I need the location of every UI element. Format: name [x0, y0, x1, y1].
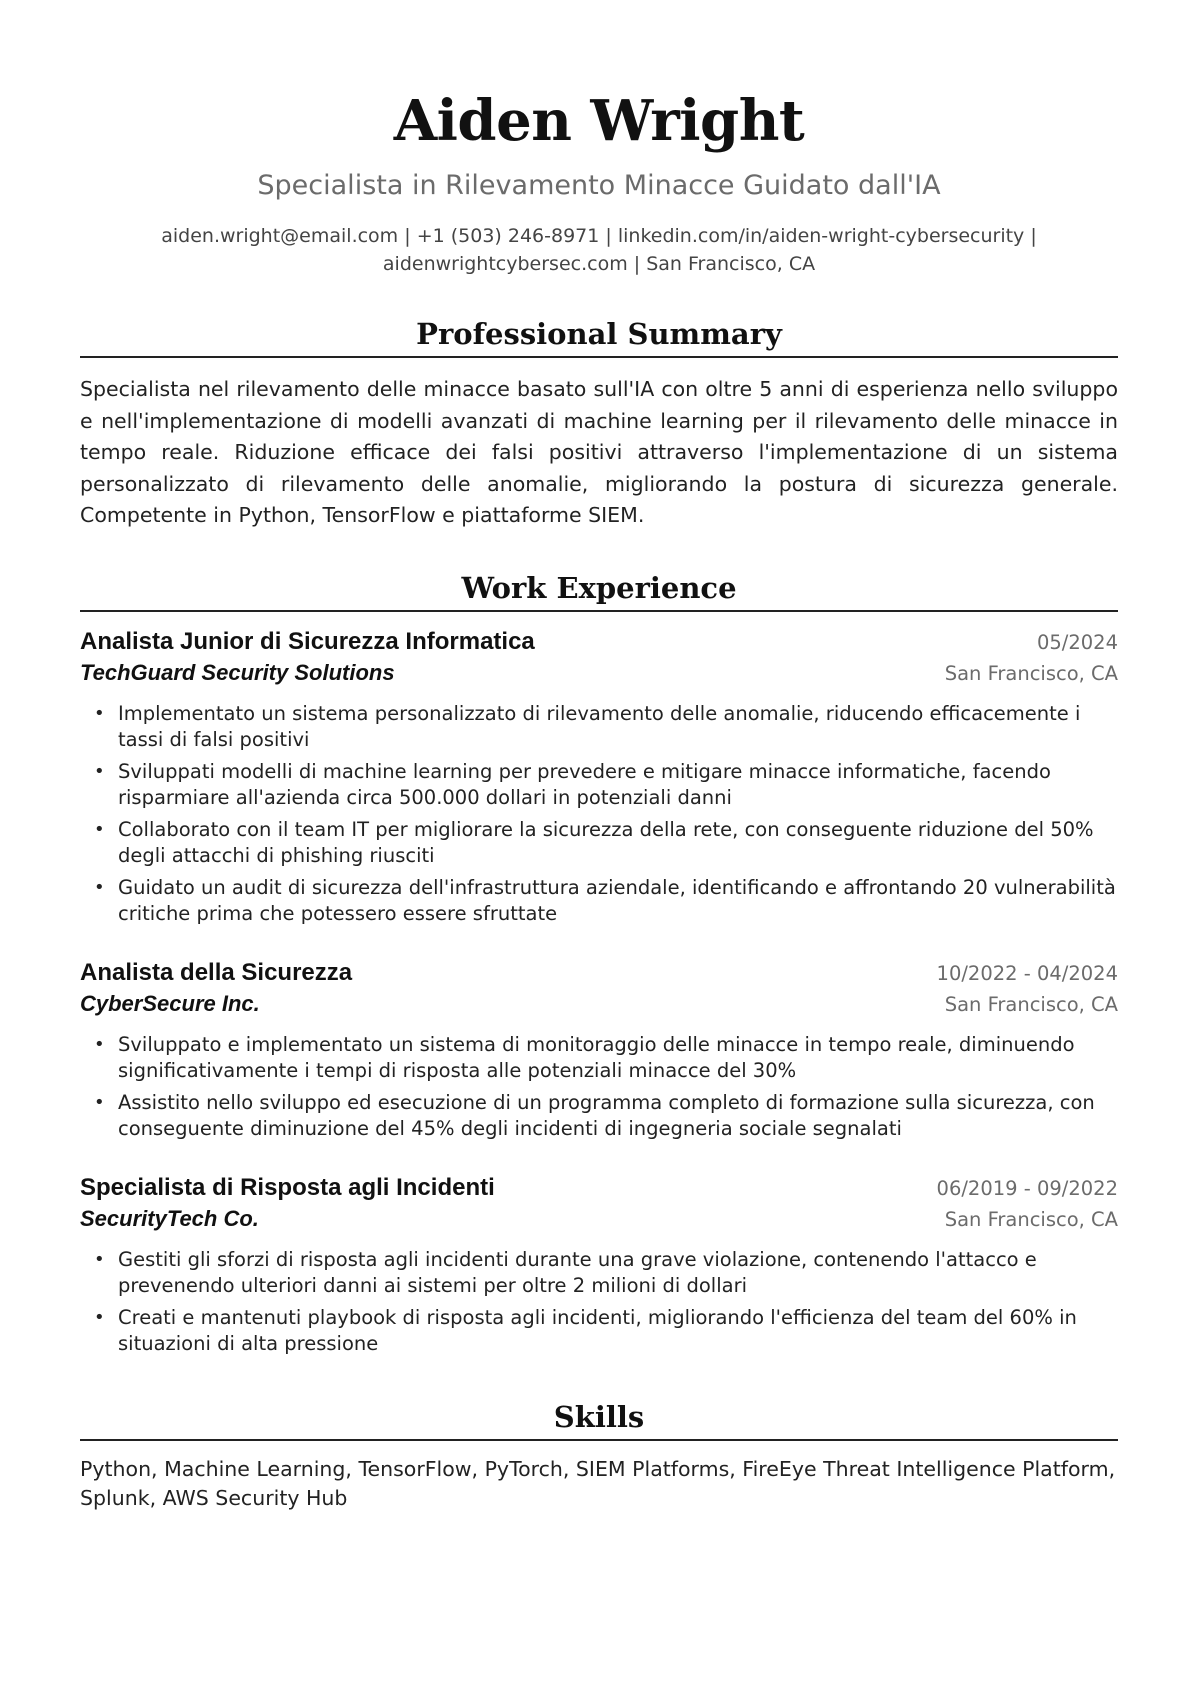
list-item: • Assistito nello sviluppo ed esecuzione di un programma completo di formazione sulla sicurezza, con conseguente diminuzione del 45% degli incidenti di ingegneria sociale segnalati: [94, 1090, 1095, 1140]
job-dates: 05/2024: [1036, 630, 1118, 654]
contact-info: [80, 222, 1118, 278]
contact-line-1: [80, 222, 1118, 250]
job-company: CyberSecure Inc.: [80, 990, 260, 1016]
separator: |: [605, 225, 618, 247]
bullet-icon: •: [94, 702, 105, 724]
job-title: Specialista di Risposta agli Incidenti: [80, 1173, 495, 1201]
job-location: San Francisco, CA: [944, 661, 1118, 685]
job-bullets: [80, 1247, 1118, 1357]
phone-number: +1 (503) 246-8971: [416, 225, 600, 247]
job-entry: [80, 626, 1118, 927]
contact-line-2: [80, 250, 1118, 278]
job-entry: [80, 957, 1118, 1142]
candidate-name: Aiden Wright: [393, 88, 805, 154]
bullet-icon: •: [94, 1033, 105, 1055]
job-location: San Francisco, CA: [944, 1207, 1118, 1231]
skills-text: Python, Machine Learning, TensorFlow, PyTorch, SIEM Platforms, FireEye Threat Intelligence Platform, Splunk, AWS Security Hub: [80, 1456, 1116, 1510]
website-link[interactable]: aidenwrightcybersec.com: [382, 253, 628, 275]
job-dates: 10/2022 - 04/2024: [936, 961, 1118, 985]
list-item: • Sviluppato e implementato un sistema di monitoraggio delle minacce in tempo reale, diminuendo significativamente i tempi di risposta alle potenziali minacce del 30%: [94, 1032, 1075, 1082]
job-location: San Francisco, CA: [944, 992, 1118, 1016]
linkedin-link[interactable]: linkedin.com/in/aiden-wright-cybersecurity: [617, 225, 1025, 247]
section-heading: Skills: [80, 1397, 1118, 1441]
job-dates: 06/2019 - 09/2022: [936, 1176, 1118, 1200]
bullet-icon: •: [94, 1091, 105, 1113]
location: San Francisco, CA: [646, 253, 816, 275]
email-link[interactable]: aiden.wright@email.com: [161, 225, 399, 247]
bullet-icon: •: [94, 876, 105, 898]
list-item: • Implementato un sistema personalizzato di rilevamento delle anomalie, riducendo efficacemente i tassi di falsi positivi: [94, 701, 1081, 751]
candidate-title: Specialista in Rilevamento Minacce Guidato dall'IA: [257, 170, 941, 201]
separator: |: [404, 225, 417, 247]
list-item: • Gestiti gli sforzi di risposta agli incidenti durante una grave violazione, contenendo l'attacco e prevenendo ulteriori danni ai sistemi per oltre 2 milioni di dollari: [94, 1247, 1037, 1297]
section-heading: Work Experience: [80, 568, 1118, 612]
skills-section: [80, 1397, 1118, 1513]
job-bullets: [80, 1032, 1118, 1142]
job-entry: [80, 1172, 1118, 1357]
experience-section: [80, 568, 1118, 1357]
job-title: Analista Junior di Sicurezza Informatica: [80, 627, 535, 655]
job-company: SecurityTech Co.: [80, 1205, 259, 1231]
summary-text: Specialista nel rilevamento delle minacce basato sull'IA con oltre 5 anni di esperienza nello sviluppo e nell'implementazione di modelli avanzati di machine learning per il rilevamento delle minacce in tempo reale. Riduzione efficace dei falsi positivi attraverso l'implementazione di un sistema personalizzato di rilevamento delle anomalie, migliorando la postura di sicurezza generale. Competente in Python, TensorFlow e piattaforme SIEM.: [80, 377, 1118, 527]
bullet-icon: •: [94, 760, 105, 782]
list-item: • Collaborato con il team IT per migliorare la sicurezza della rete, con conseguente riduzione del 50% degli attacchi di phishing riusciti: [94, 817, 1094, 867]
bullet-icon: •: [94, 1248, 105, 1270]
summary-section: [80, 314, 1118, 532]
resume-header: [80, 0, 1118, 278]
list-item: • Sviluppati modelli di machine learning per prevedere e mitigare minacce informatiche, facendo risparmiare all'azienda circa 500.000 dollari in potenziali danni: [94, 759, 1051, 809]
list-item: • Creati e mantenuti playbook di risposta agli incidenti, migliorando l'efficienza del team del 60% in situazioni di alta pressione: [94, 1305, 1077, 1355]
section-heading: Professional Summary: [80, 314, 1118, 358]
resume-page: [80, 0, 1118, 1513]
list-item: • Guidato un audit di sicurezza dell'infrastruttura aziendale, identificando e affrontando 20 vulnerabilità critiche prima che potessero essere sfruttate: [94, 875, 1116, 925]
separator: |: [633, 253, 647, 275]
bullet-icon: •: [94, 818, 105, 840]
separator: |: [1030, 225, 1037, 247]
bullet-icon: •: [94, 1306, 105, 1328]
job-title: Analista della Sicurezza: [80, 958, 353, 986]
job-company: TechGuard Security Solutions: [80, 659, 395, 685]
job-bullets: [80, 701, 1118, 927]
